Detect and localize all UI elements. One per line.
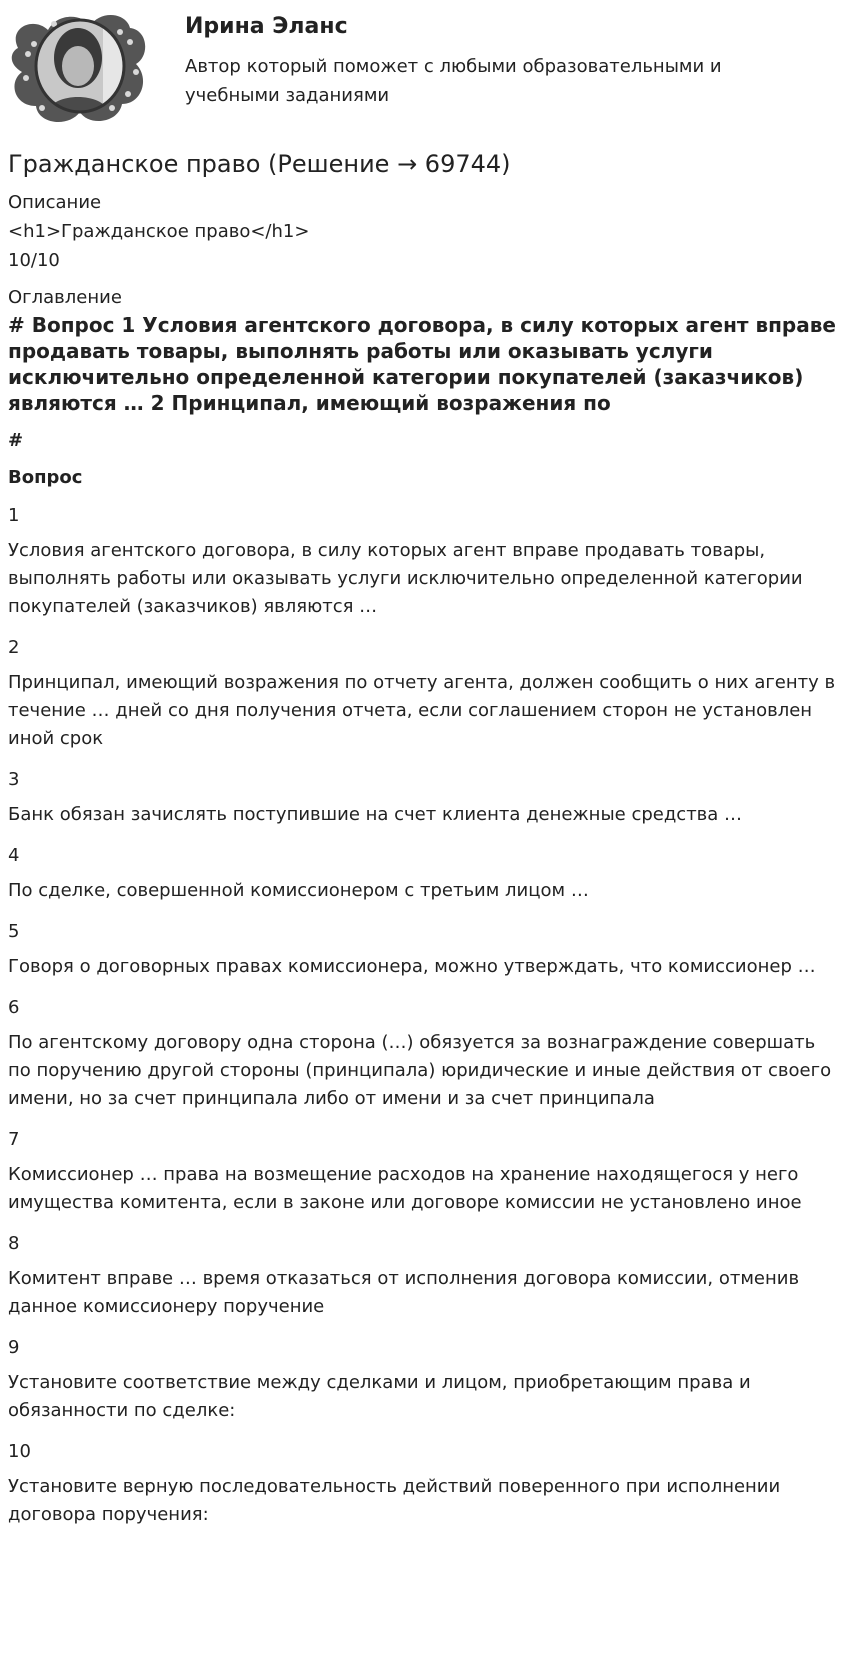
question-text: Принципал, имеющий возражения по отчету агента, должен сообщить о них агенту в течение … дней со дня получения отчета, если соглашением сторон не установлен иной срок [8,672,836,749]
question-header: Вопрос [8,467,83,488]
question-item [8,637,838,753]
toc-heading: # Вопрос 1 Условия агентского договора, в силу которых агент вправе продавать товары, выполнять работы или оказывать услуги исключительно определенной категории покупателей (заказчиков) являются … 2 Принципал, имеющий возражения по [8,313,836,415]
question-number: 1 [8,505,20,526]
question-number: 7 [8,1129,20,1150]
question-item [8,769,838,829]
question-item [8,997,838,1113]
question-text: По агентскому договору одна сторона (…) обязуется за вознаграждение совершать по поручению другой стороны (принципала) юридические и иные действия от своего имени, но за счет принципала либо от имени и за счет принципала [8,1032,832,1109]
author-description: Автор который поможет с любыми образовательными и учебными заданиями [185,56,722,106]
question-item [8,1337,838,1425]
question-number: 4 [8,845,20,866]
author-name: Ирина Эланс [185,14,348,39]
question-item [8,1233,838,1321]
question-text: Условия агентского договора, в силу которых агент вправе продавать товары, выполнять работы или оказывать услуги исключительно определенной категории покупателей (заказчиков) являются … [8,540,803,617]
question-text: Установите верную последовательность действий поверенного при исполнении договора поручения: [8,1476,781,1525]
question-text: По сделке, совершенной комиссионером с третьим лицом … [8,880,589,901]
question-text: Комиссионер … права на возмещение расходов на хранение находящегося у него имущества комитента, если в законе или договоре комиссии не установлено иное [8,1164,802,1213]
question-list [8,505,838,1529]
question-number: 5 [8,921,20,942]
question-number: 6 [8,997,20,1018]
question-number: 2 [8,637,20,658]
question-item [8,1441,838,1529]
question-item [8,921,838,981]
question-text: Говоря о договорных правах комиссионера, можно утверждать, что комиссионер … [8,956,816,977]
document-title: Гражданское право (Решение → 69744) [8,150,511,178]
author-avatar [8,8,148,126]
question-text: Банк обязан зачислять поступившие на счет клиента денежные средства … [8,804,743,825]
question-item [8,1129,838,1217]
question-number: 9 [8,1337,20,1358]
question-item [8,505,838,621]
author-card [8,8,839,126]
score: 10/10 [8,250,60,271]
toc-label: Оглавление [8,287,122,308]
question-number: 10 [8,1441,31,1462]
question-text: Установите соответствие между сделками и лицом, приобретающим права и обязанности по сделке: [8,1372,751,1421]
question-number: 8 [8,1233,20,1254]
document-content [8,148,838,1529]
question-item [8,845,838,905]
question-text: Комитент вправе … время отказаться от исполнения договора комиссии, отменив данное комиссионеру поручение [8,1268,800,1317]
description-raw: <h1>Гражданское право</h1> [8,221,310,242]
description-label: Описание [8,192,102,213]
question-number: 3 [8,769,20,790]
hash-mark: # [8,430,24,451]
